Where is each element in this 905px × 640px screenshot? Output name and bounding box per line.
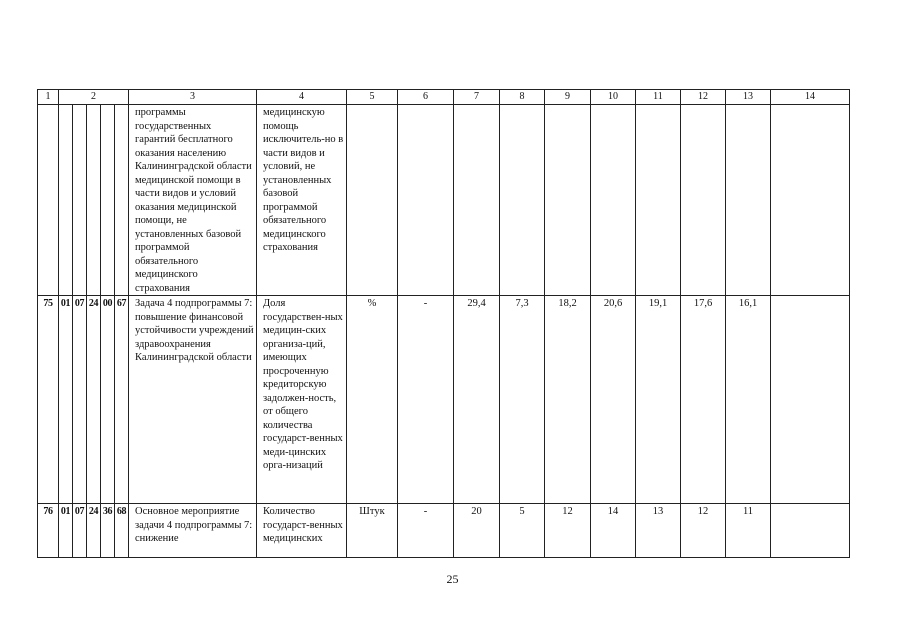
value-cell — [398, 105, 454, 296]
code-cell — [59, 105, 73, 296]
code-cell: 01 — [59, 296, 73, 504]
header-cell-6: 6 — [398, 90, 454, 105]
header-cell-7: 7 — [454, 90, 500, 105]
value-cell: 5 — [500, 504, 545, 558]
value-cell: 17,6 — [681, 296, 726, 504]
header-cell-5: 5 — [347, 90, 398, 105]
value-cell — [771, 105, 850, 296]
header-cell-14: 14 — [771, 90, 850, 105]
code-cell — [115, 105, 129, 296]
goal-description-cell: Задача 4 подпрограммы 7: повышение финансовой устойчивости учреждений здравоохранения Калининградской области — [129, 296, 257, 504]
value-cell: 20 — [454, 504, 500, 558]
value-cell — [545, 105, 591, 296]
value-cell: - — [398, 504, 454, 558]
code-cell: 76 — [38, 504, 59, 558]
code-cell: 75 — [38, 296, 59, 504]
unit-cell: Штук — [347, 504, 398, 558]
code-cell — [101, 105, 115, 296]
code-cell — [73, 105, 87, 296]
value-cell: 19,1 — [636, 296, 681, 504]
code-cell: 36 — [101, 504, 115, 558]
page-number: 25 — [446, 572, 459, 586]
header-cell-4: 4 — [257, 90, 347, 105]
code-cell: 24 — [87, 296, 101, 504]
header-cell-10: 10 — [591, 90, 636, 105]
goal-description-cell: программы государственных гарантий бесплатного оказания населению Калининградской области медицинской помощи в части видов и условий оказания медицинской помощи, не установленных базовой программой обязательного медицинского страхования — [129, 105, 257, 296]
unit-cell — [347, 105, 398, 296]
header-row — [38, 90, 850, 105]
value-cell — [636, 105, 681, 296]
value-cell: 11 — [726, 504, 771, 558]
header-cell-2: 2 — [59, 90, 129, 105]
header-cell-8: 8 — [500, 90, 545, 105]
table-row — [38, 105, 850, 296]
value-cell: - — [398, 296, 454, 504]
value-cell — [500, 105, 545, 296]
header-cell-12: 12 — [681, 90, 726, 105]
value-cell: 7,3 — [500, 296, 545, 504]
header-cell-3: 3 — [129, 90, 257, 105]
header-cell-11: 11 — [636, 90, 681, 105]
value-cell: 18,2 — [545, 296, 591, 504]
indicator-name-cell: Количество государст-венных медицинских — [257, 504, 347, 558]
goal-description-cell: Основное мероприятие задачи 4 подпрограммы 7: снижение — [129, 504, 257, 558]
table-row — [38, 504, 850, 558]
header-cell-1: 1 — [38, 90, 59, 105]
indicators-table — [37, 89, 850, 558]
value-cell: 12 — [681, 504, 726, 558]
value-cell — [771, 296, 850, 504]
code-cell: 24 — [87, 504, 101, 558]
value-cell — [454, 105, 500, 296]
code-cell: 67 — [115, 296, 129, 504]
code-cell: 07 — [73, 504, 87, 558]
unit-cell: % — [347, 296, 398, 504]
header-cell-9: 9 — [545, 90, 591, 105]
value-cell: 14 — [591, 504, 636, 558]
value-cell — [771, 504, 850, 558]
value-cell: 16,1 — [726, 296, 771, 504]
value-cell — [591, 105, 636, 296]
value-cell — [681, 105, 726, 296]
code-cell — [87, 105, 101, 296]
value-cell: 13 — [636, 504, 681, 558]
indicator-name-cell: Доля государствен-ных медицин-ских организа-ций, имеющих просроченную кредиторскую задолжен-ность, от общего количества государст-венных меди-цинских орга-низаций — [257, 296, 347, 504]
value-cell: 12 — [545, 504, 591, 558]
code-cell — [38, 105, 59, 296]
indicator-name-cell: медицинскую помощь исключитель-но в части видов и условий, не установленных базовой программой обязательного медицинского страхования — [257, 105, 347, 296]
code-cell: 07 — [73, 296, 87, 504]
header-cell-13: 13 — [726, 90, 771, 105]
value-cell: 20,6 — [591, 296, 636, 504]
code-cell: 00 — [101, 296, 115, 504]
value-cell — [726, 105, 771, 296]
code-cell: 68 — [115, 504, 129, 558]
table-row — [38, 296, 850, 504]
value-cell: 29,4 — [454, 296, 500, 504]
code-cell: 01 — [59, 504, 73, 558]
